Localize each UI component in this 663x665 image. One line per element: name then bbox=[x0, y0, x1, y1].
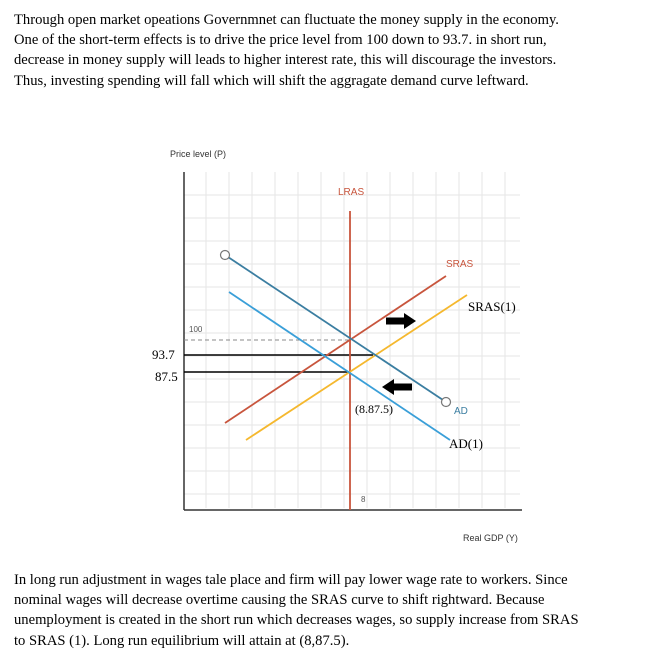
price-93-7-label: 93.7 bbox=[152, 347, 175, 362]
lras-label: LRAS bbox=[338, 187, 365, 198]
y-axis-label: Price level (P) bbox=[170, 149, 227, 159]
intro-line: decrease in money supply will leads to higher interest rate, this will discourage the investors. bbox=[14, 52, 557, 69]
output-8-label: 8 bbox=[361, 495, 366, 504]
intro-line: Through open market opeations Governmnet can fluctuate the money supply in the economy. bbox=[14, 12, 559, 28]
intro-line: Thus, investing spending will fall which will shift the aggragate demand curve leftward. bbox=[14, 72, 529, 89]
ad-label: AD bbox=[454, 406, 468, 417]
equilibrium-point-label: (8.87.5) bbox=[355, 402, 393, 416]
ad-as-diagram bbox=[0, 140, 663, 560]
ad1-label: AD(1) bbox=[449, 436, 483, 451]
x-axis-label: Real GDP (Y) bbox=[463, 533, 518, 543]
explanation-line: In long run adjustment in wages tale place and firm will pay lower wage rate to workers. Since bbox=[14, 572, 568, 588]
ad-start-handle bbox=[221, 251, 230, 260]
explanation-line: nominal wages will decrease overtime causing the SRAS curve to shift rightward. Because bbox=[14, 592, 545, 609]
sras1-line bbox=[246, 295, 467, 440]
sras-label: SRAS bbox=[446, 259, 474, 270]
ad1-line bbox=[229, 292, 450, 440]
explanation-paragraph bbox=[14, 570, 644, 651]
sras1-label: SRAS(1) bbox=[468, 299, 516, 314]
left-arrow-icon bbox=[382, 379, 412, 395]
explanation-line: unemployment is created in the short run which decreases wages, so supply increase from SRAS bbox=[14, 612, 579, 629]
price-87-5-label: 87.5 bbox=[155, 369, 178, 384]
intro-line: One of the short-term effects is to drive the price level from 100 down to 93.7. in short run, bbox=[14, 32, 547, 49]
intro-paragraph bbox=[14, 10, 644, 91]
explanation-line: to SRAS (1). Long run equilibrium will attain at (8,87.5). bbox=[14, 632, 350, 649]
ad-end-handle bbox=[442, 398, 451, 407]
price-100-label: 100 bbox=[189, 325, 203, 334]
